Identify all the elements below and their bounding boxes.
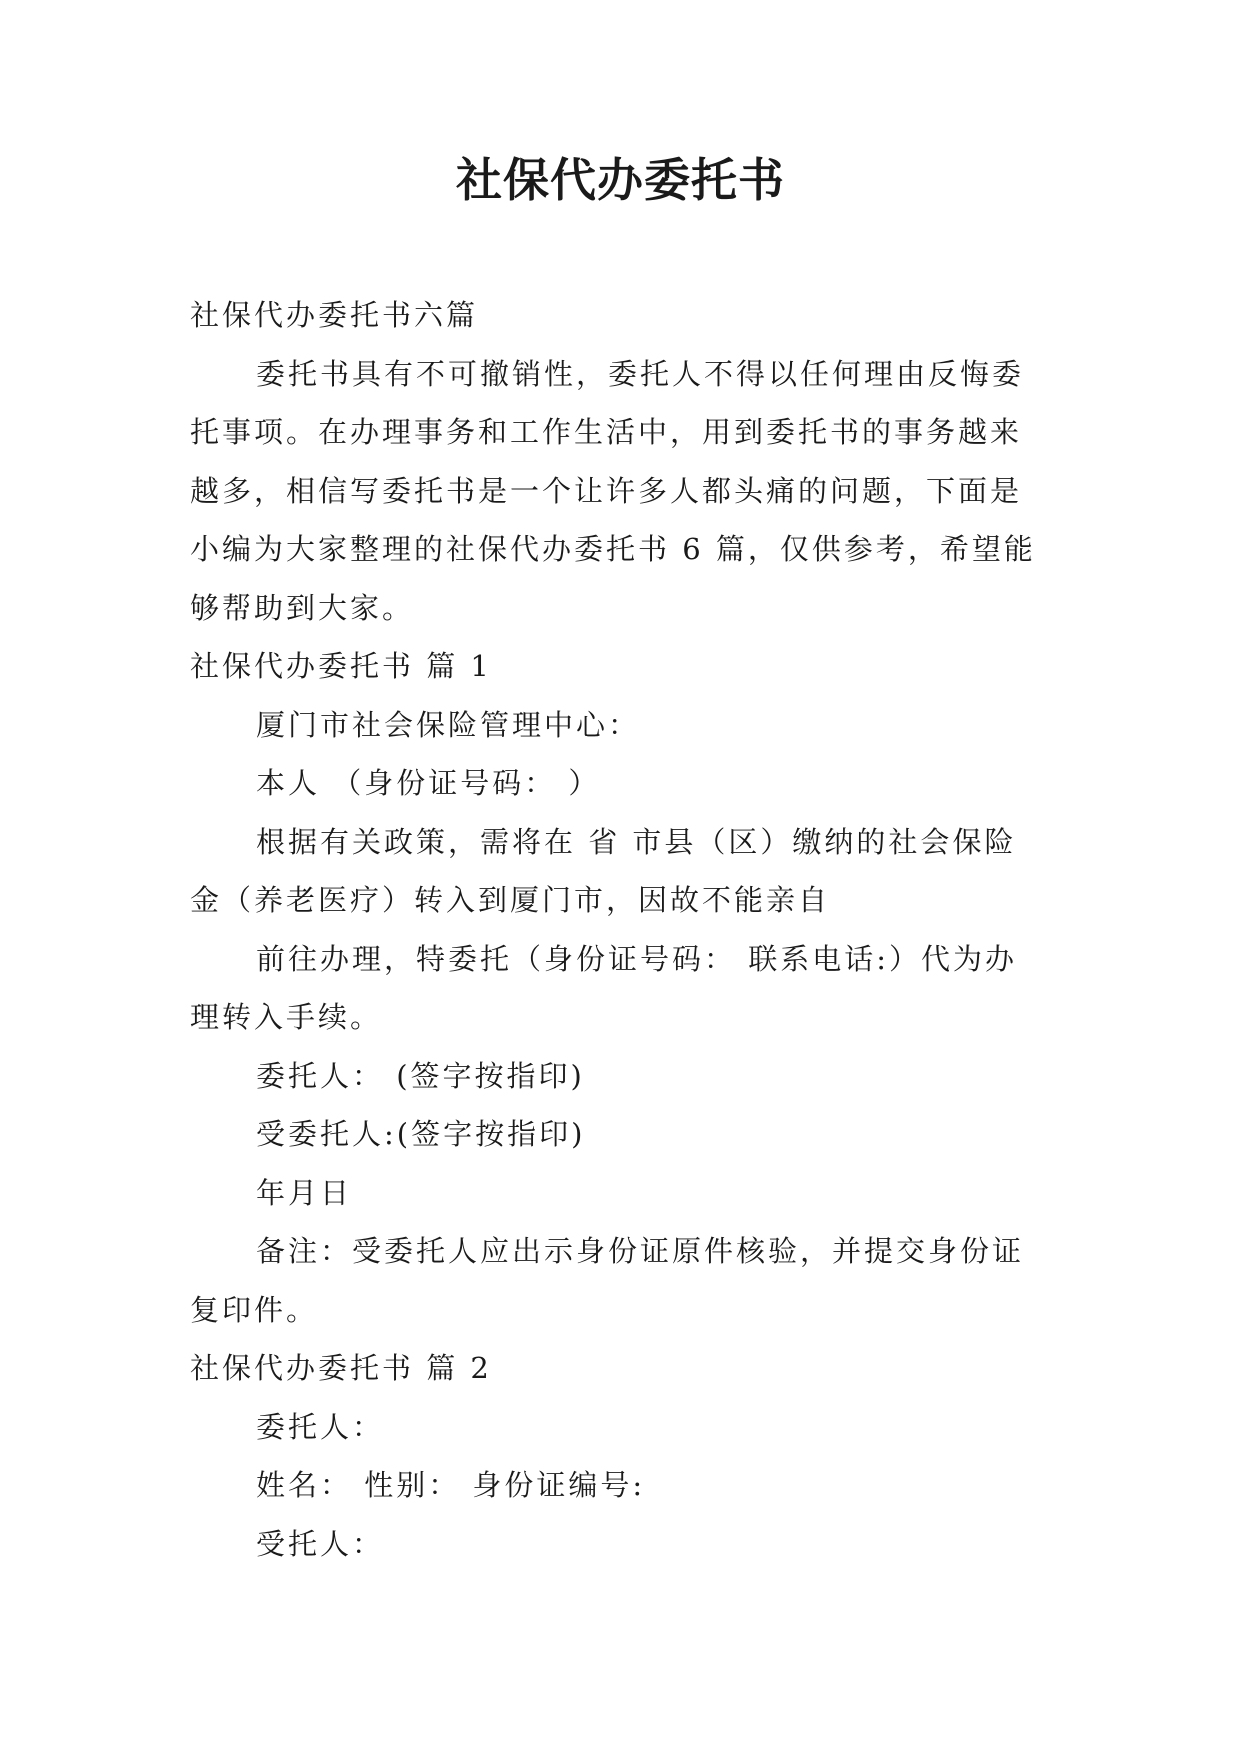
body-line: 够帮助到大家。 xyxy=(190,590,415,625)
body-line: 受委托人:(签字按指印) xyxy=(256,1117,586,1151)
body-line: 委托人： xyxy=(256,1409,385,1444)
body-line: 备注：受委托人应出示身份证原件核验，并提交身份证 xyxy=(256,1234,1025,1268)
body-line: 托事项。在办理事务和工作生活中，用到委托书的事务越来 xyxy=(190,415,1023,449)
body-line: 厦门市社会保险管理中心： xyxy=(256,707,641,742)
body-line: 委托人： (签字按指印) xyxy=(256,1058,585,1093)
section-heading: 社保代办委托书 篇 1 xyxy=(190,649,492,683)
body-line: 姓名： 性别： 身份证编号: xyxy=(256,1468,646,1502)
body-line: 金（养老医疗）转入到厦门市，因故不能亲自 xyxy=(190,883,831,917)
body-line: 委托书具有不可撤销性，委托人不得以任何理由反悔委 xyxy=(256,356,1025,391)
body-line: 前往办理，特委托（身份证号码： 联系电话:）代为办 xyxy=(256,941,1017,976)
body-line: 受托人： xyxy=(256,1526,385,1561)
body-line: 根据有关政策，需将在 省 市县（区）缴纳的社会保险 xyxy=(256,824,1017,859)
body-line: 越多，相信写委托书是一个让许多人都头痛的问题，下面是 xyxy=(190,473,1023,508)
body-line: 小编为大家整理的社保代办委托书 6 篇，仅供参考，希望能 xyxy=(190,532,1036,566)
body-line: 复印件。 xyxy=(190,1292,319,1327)
document-body xyxy=(190,286,1050,1573)
document-title: 社保代办委托书 xyxy=(456,153,785,207)
body-line: 本人 （身份证号码： ） xyxy=(256,766,601,800)
body-line: 理转入手续。 xyxy=(190,1000,383,1034)
body-line: 社保代办委托书六篇 xyxy=(190,298,479,332)
section-heading: 社保代办委托书 篇 2 xyxy=(190,1351,492,1385)
body-line: 年月日 xyxy=(256,1175,353,1210)
